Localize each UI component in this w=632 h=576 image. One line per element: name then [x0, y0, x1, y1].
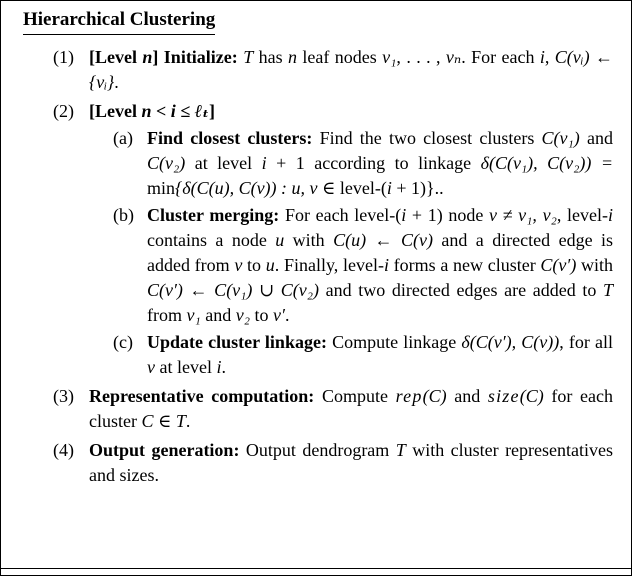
text-segment: and two directed edges are added to: [319, 280, 603, 300]
text-segment: and: [200, 305, 236, 325]
text-segment: rep: [395, 386, 423, 406]
text-segment: Output generation:: [89, 440, 246, 460]
text-segment: v′: [273, 305, 285, 325]
text-segment: . For each: [461, 47, 540, 67]
text-segment: size: [487, 386, 520, 406]
text-segment: Find closest clusters:: [147, 128, 320, 148]
step-marker: (1): [53, 47, 74, 67]
text-segment: u: [265, 255, 275, 275]
text-segment: n < i ≤ ℓₜ: [141, 101, 209, 121]
text-segment: at level: [185, 153, 262, 173]
text-segment: i: [216, 357, 222, 377]
text-segment: δ(C(v₁), C(v₂)) =: [480, 153, 613, 173]
text-segment: min: [147, 178, 176, 198]
text-segment: Compute linkage: [332, 332, 462, 352]
text-segment: T: [602, 280, 613, 300]
text-segment: v₁: [382, 47, 397, 67]
text-segment: , for all: [559, 332, 614, 352]
algorithm-step-2c: [23, 330, 613, 380]
text-segment: Representative computation:: [89, 386, 322, 406]
text-segment: C(v₁): [541, 128, 580, 148]
algorithm-steps: [23, 45, 613, 488]
text-segment: n: [288, 47, 297, 67]
step-content: [89, 438, 613, 488]
text-segment: Find the two closest clusters: [319, 128, 542, 148]
text-segment: ]: [209, 101, 215, 121]
text-segment: with cluster representatives and sizes.: [89, 440, 614, 485]
step-marker: (3): [53, 386, 74, 406]
step-content: [89, 99, 613, 124]
step-marker: (b): [113, 205, 134, 225]
text-segment: contains a node: [147, 230, 276, 250]
step-content: [147, 126, 613, 201]
text-segment: forms a new cluster: [388, 255, 541, 275]
step-marker: (4): [53, 440, 74, 460]
step-content: [147, 203, 613, 328]
step-content: [89, 45, 613, 95]
text-segment: {δ(C(u), C(v)) : u, v ∈: [175, 178, 340, 198]
text-segment: .: [284, 305, 290, 325]
text-segment: ,: [544, 47, 555, 67]
text-segment: .: [221, 357, 226, 377]
text-segment: C(vᵢ) ← {vᵢ}: [89, 47, 614, 92]
text-segment: u: [275, 230, 285, 250]
text-segment: .: [114, 72, 119, 92]
step-marker: (c): [113, 332, 133, 352]
algorithm-step-2b: [23, 203, 613, 328]
text-segment: v: [234, 255, 243, 275]
algorithm-step-3: [23, 384, 613, 434]
text-segment: i: [539, 47, 545, 67]
text-segment: vₙ: [445, 47, 462, 67]
algorithm-title: Hierarchical Clustering: [23, 7, 215, 35]
text-segment: δ(C(v′), C(v)): [461, 332, 560, 352]
text-segment: from: [147, 305, 187, 325]
text-segment: , level-: [556, 205, 608, 225]
text-segment: ] Initialize:: [152, 47, 244, 67]
text-segment: level-(: [339, 178, 387, 198]
text-segment: . Finally, level-: [274, 255, 384, 275]
text-segment: T: [243, 47, 254, 67]
text-segment: has: [253, 47, 288, 67]
text-segment: v: [147, 357, 155, 377]
text-segment: for each cluster: [89, 386, 614, 431]
text-segment: (C): [519, 386, 544, 406]
text-segment: at level: [155, 357, 217, 377]
text-segment: C(u) ← C(v): [333, 230, 433, 250]
text-segment: and: [579, 128, 613, 148]
step-marker: (a): [113, 128, 133, 148]
text-segment: + 1) node: [406, 205, 489, 225]
text-segment: v ≠ v₁, v₂: [489, 205, 557, 225]
text-segment: T: [395, 440, 406, 460]
text-segment: v₁: [186, 305, 201, 325]
step-content: [89, 384, 613, 434]
text-segment: and: [446, 386, 488, 406]
algorithm-step-1: [23, 45, 613, 95]
text-segment: C(v₂): [147, 153, 186, 173]
text-segment: [Level: [89, 47, 143, 67]
text-segment: Output dendrogram: [245, 440, 396, 460]
text-segment: C(v′) ← C(v₁) ∪ C(v₂): [147, 280, 320, 300]
text-segment: Compute: [321, 386, 396, 406]
text-segment: with: [576, 255, 614, 275]
text-segment: i: [386, 178, 392, 198]
text-segment: to: [242, 255, 266, 275]
text-segment: [Level: [89, 101, 142, 121]
text-segment: Update cluster linkage:: [147, 332, 333, 352]
text-segment: + 1)}..: [391, 178, 444, 198]
text-segment: + 1 according to linkage: [266, 153, 481, 173]
text-segment: v₂: [235, 305, 250, 325]
step-content: [147, 330, 613, 380]
text-segment: , . . . ,: [396, 47, 446, 67]
text-segment: and a directed edge is added from: [147, 230, 613, 275]
text-segment: i: [261, 153, 267, 173]
text-segment: i: [383, 255, 389, 275]
text-segment: i: [607, 205, 613, 225]
step-marker: (2): [53, 101, 74, 121]
algorithm-step-2a: [23, 126, 613, 201]
text-segment: For each level-(: [284, 205, 402, 225]
text-segment: C(v′): [540, 255, 577, 275]
text-segment: Cluster merging:: [147, 205, 285, 225]
text-segment: (C): [422, 386, 447, 406]
text-segment: n: [142, 47, 153, 67]
algorithm-step-2: [23, 99, 613, 124]
text-segment: to: [250, 305, 274, 325]
text-segment: C ∈ T: [141, 411, 186, 431]
text-segment: leaf nodes: [297, 47, 383, 67]
text-segment: i: [401, 205, 407, 225]
text-segment: with: [284, 230, 334, 250]
algorithm-step-4: [23, 438, 613, 488]
text-segment: .: [185, 411, 191, 431]
